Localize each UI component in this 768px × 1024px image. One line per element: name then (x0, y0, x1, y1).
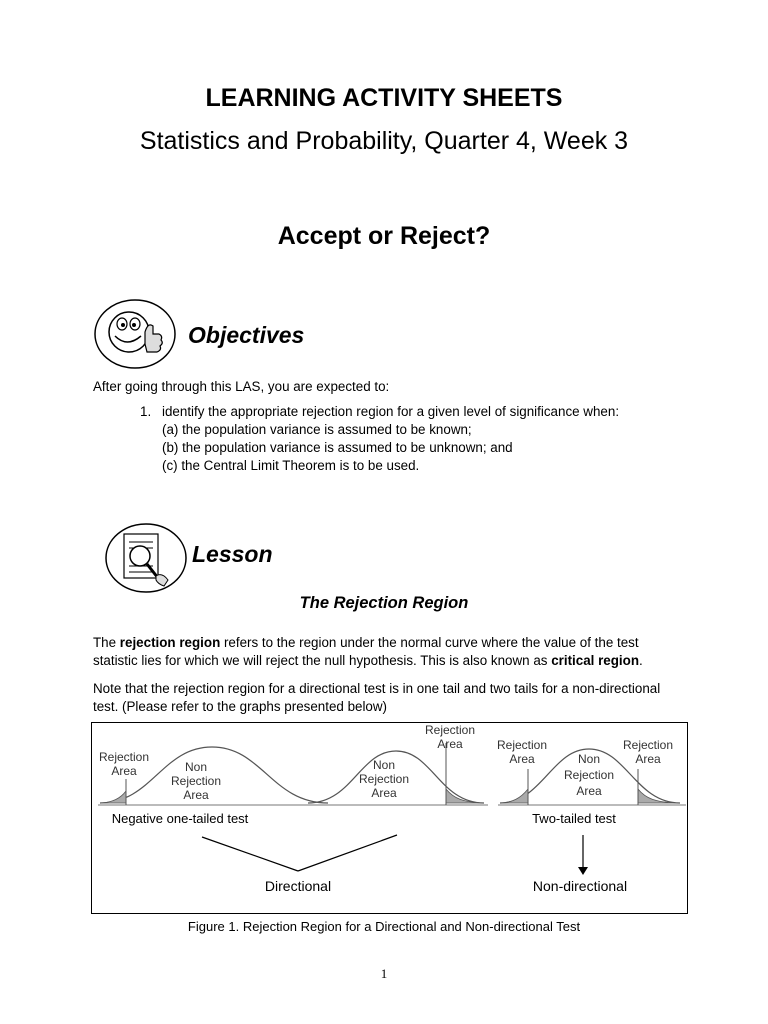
term-rejection-region: rejection region (119, 635, 221, 650)
objective-item: identify the appropriate rejection region for a given level of significance when: (162, 404, 620, 419)
non-rejection-label: Area (183, 788, 209, 802)
directional-label: Directional (264, 878, 332, 894)
objective-number: 1. (140, 404, 152, 419)
non-rejection-label: Non (372, 758, 396, 772)
rejection-area-label: Rejection (622, 738, 674, 752)
tails-paragraph: Note that the rejection region for a directional test is in one tail and two tails for a non-directional test. (Please refer to the graphs presented below) (93, 681, 661, 714)
two-tailed-label: Two-tailed test (532, 811, 616, 826)
non-rejection-label: Rejection (563, 768, 615, 782)
thumbs-up-smiley-icon (93, 298, 177, 370)
rejection-area-label: Area (509, 752, 535, 766)
lesson-heading: Lesson (192, 541, 273, 567)
non-rejection-label: Area (576, 784, 602, 798)
figure-box (91, 722, 688, 914)
rejection-area-label: Rejection (496, 738, 548, 752)
non-directional-label: Non-directional (532, 878, 628, 894)
magnifier-document-icon (104, 522, 188, 594)
page-number: 1 (380, 966, 388, 981)
sheet-subtitle: Statistics and Probability, Quarter 4, Week 3 (139, 127, 629, 155)
connector-line (202, 837, 298, 871)
figure-caption: Figure 1. Rejection Region for a Directional and Non-directional Test (187, 919, 581, 934)
connector-line (298, 835, 397, 871)
rejection-area-label: Area (437, 737, 463, 751)
objective-sub-item: (b) the population variance is assumed to be unknown; and (162, 440, 513, 455)
two-tailed-curve (497, 738, 686, 805)
section-title: The Rejection Region (299, 594, 469, 612)
non-rejection-label: Area (371, 786, 397, 800)
non-rejection-label: Rejection (358, 772, 410, 786)
objective-sub-item: (a) the population variance is assumed to be known; (162, 422, 472, 437)
rejection-region-paragraph: The rejection region refers to the region under the normal curve where the value of the test statistic lies for which we will reject the null hypothesis. This is also known as critical region. (93, 635, 643, 668)
positive-tailed-curve (306, 723, 488, 805)
objective-sub-item: (c) the Central Limit Theorem is to be used. (162, 458, 420, 473)
rejection-area-label: Area (635, 752, 661, 766)
non-rejection-label: Non (577, 752, 601, 766)
lesson-title: Accept or Reject? (277, 222, 491, 250)
rejection-area-label: Rejection (424, 723, 476, 737)
objectives-heading: Objectives (188, 322, 305, 348)
non-rejection-label: Rejection (170, 774, 222, 788)
rejection-area-label: Rejection (98, 750, 150, 764)
non-rejection-label: Non (184, 760, 208, 774)
normal-curves-figure (92, 723, 687, 913)
term-critical-region: critical region (551, 653, 640, 668)
rejection-area-label: Area (111, 764, 137, 778)
negative-tailed-curve (98, 747, 330, 805)
objectives-intro: After going through this LAS, you are expected to: (93, 379, 390, 394)
sheet-title: LEARNING ACTIVITY SHEETS (205, 84, 563, 112)
negative-tailed-label: Negative one-tailed test (111, 811, 249, 826)
arrow-head-icon (578, 867, 588, 875)
